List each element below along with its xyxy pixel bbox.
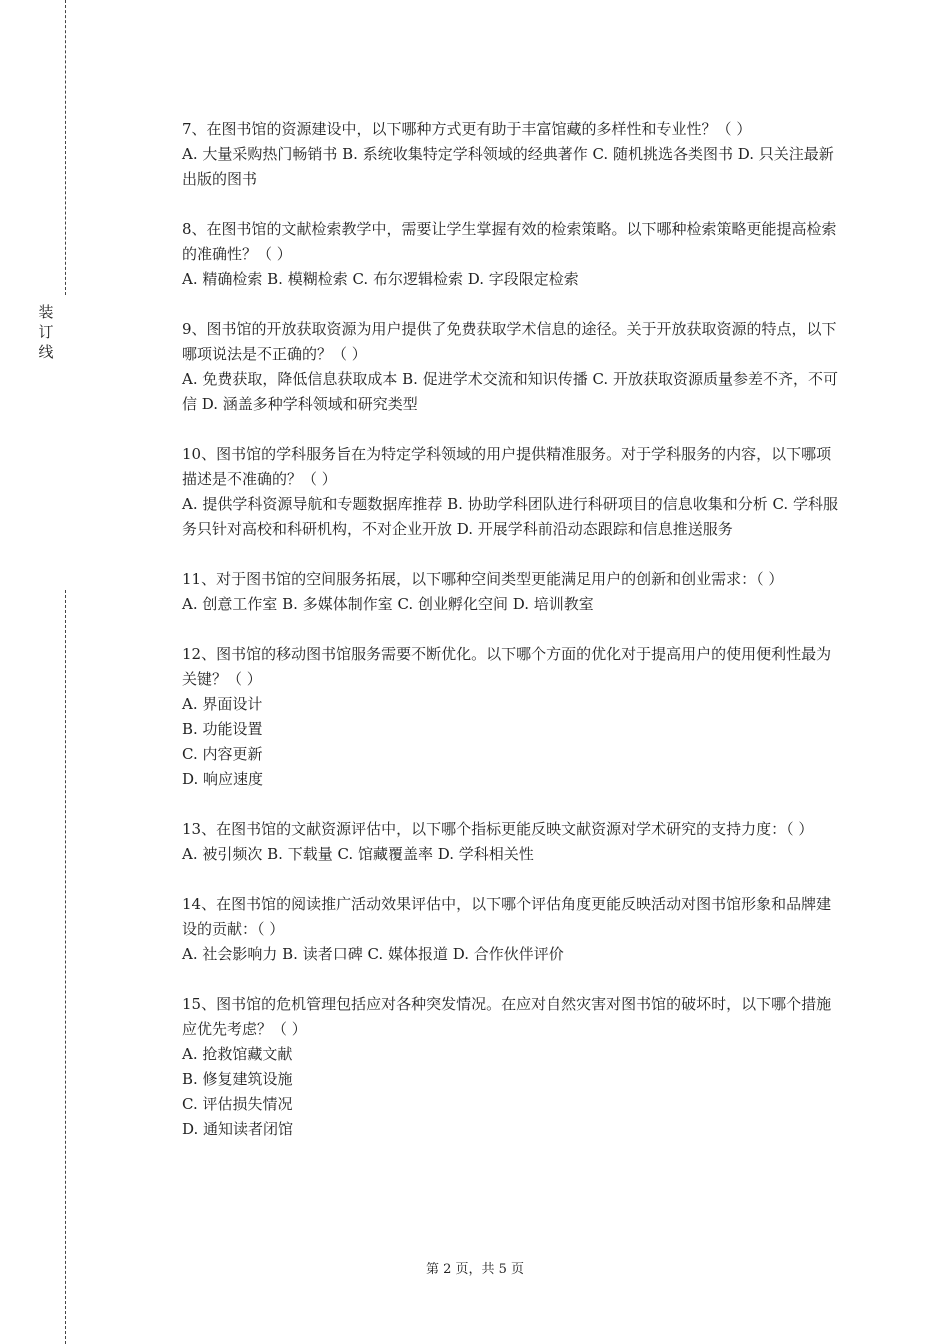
binding-dashed-line-bottom (65, 590, 66, 1344)
binding-char: 订 (38, 323, 54, 341)
question-stem: 10、图书馆的学科服务旨在为特定学科领域的用户提供精准服务。对于学科服务的内容，以下哪项描述是不准确的？（ ） (182, 445, 832, 488)
binding-label (37, 302, 55, 362)
question-14 (182, 892, 842, 967)
question-option: B. 修复建筑设施 (182, 1070, 293, 1088)
question-stem: 14、在图书馆的阅读推广活动效果评估中，以下哪个评估角度更能反映活动对图书馆形象和品牌建设的贡献：（ ） (182, 895, 832, 938)
question-11 (182, 567, 842, 617)
question-9 (182, 317, 842, 417)
question-option: C. 内容更新 (182, 745, 263, 763)
question-stem: 8、在图书馆的文献检索教学中，需要让学生掌握有效的检索策略。以下哪种检索策略更能提高检索的准确性？（ ） (182, 220, 837, 263)
binding-dashed-line-top (65, 0, 66, 295)
question-options: A. 大量采购热门畅销书 B. 系统收集特定学科领域的经典著作 C. 随机挑选各类图书 D. 只关注最新出版的图书 (182, 145, 834, 188)
question-stem: 9、图书馆的开放获取资源为用户提供了免费获取学术信息的途径。关于开放获取资源的特点，以下哪项说法是不正确的？（ ） (182, 320, 837, 363)
question-options: A. 精确检索 B. 模糊检索 C. 布尔逻辑检索 D. 字段限定检索 (182, 270, 579, 288)
binding-char: 线 (38, 343, 54, 361)
question-option: A. 界面设计 (182, 695, 263, 713)
question-12 (182, 642, 842, 792)
question-stem: 13、在图书馆的文献资源评估中，以下哪个指标更能反映文献资源对学术研究的支持力度：（ ） (182, 820, 814, 838)
question-option: D. 响应速度 (182, 770, 264, 788)
question-options: A. 提供学科资源导航和专题数据库推荐 B. 协助学科团队进行科研项目的信息收集和分析 C. 学科服务只针对高校和科研机构，不对企业开放 D. 开展学科前沿动态跟踪和信息推送服务 (182, 495, 838, 538)
question-8 (182, 217, 842, 292)
question-options: A. 免费获取，降低信息获取成本 B. 促进学术交流和知识传播 C. 开放获取资源质量参差不齐，不可信 D. 涵盖多种学科领域和研究类型 (182, 370, 838, 413)
question-option: C. 评估损失情况 (182, 1095, 293, 1113)
page-footer: 第 2 页，共 5 页 (425, 1262, 525, 1277)
question-option: D. 通知读者闭馆 (182, 1120, 294, 1138)
question-stem: 7、在图书馆的资源建设中，以下哪种方式更有助于丰富馆藏的多样性和专业性？（ ） (182, 120, 752, 138)
question-15 (182, 992, 842, 1142)
question-option: A. 抢救馆藏文献 (182, 1045, 293, 1063)
binding-char: 装 (38, 303, 54, 321)
question-stem: 12、图书馆的移动图书馆服务需要不断优化。以下哪个方面的优化对于提高用户的使用便利性最为关键？（ ） (182, 645, 832, 688)
question-list (182, 117, 842, 1167)
question-option: B. 功能设置 (182, 720, 263, 738)
question-stem: 15、图书馆的危机管理包括应对各种突发情况。在应对自然灾害对图书馆的破坏时，以下哪个措施应优先考虑？（ ） (182, 995, 832, 1038)
question-stem: 11、对于图书馆的空间服务拓展，以下哪种空间类型更能满足用户的创新和创业需求：（ ） (182, 570, 784, 588)
question-options: A. 创意工作室 B. 多媒体制作室 C. 创业孵化空间 D. 培训教室 (182, 595, 594, 613)
question-7 (182, 117, 842, 192)
question-13 (182, 817, 842, 867)
question-options: A. 被引频次 B. 下载量 C. 馆藏覆盖率 D. 学科相关性 (182, 845, 534, 863)
question-10 (182, 442, 842, 542)
question-options: A. 社会影响力 B. 读者口碑 C. 媒体报道 D. 合作伙伴评价 (182, 945, 564, 963)
